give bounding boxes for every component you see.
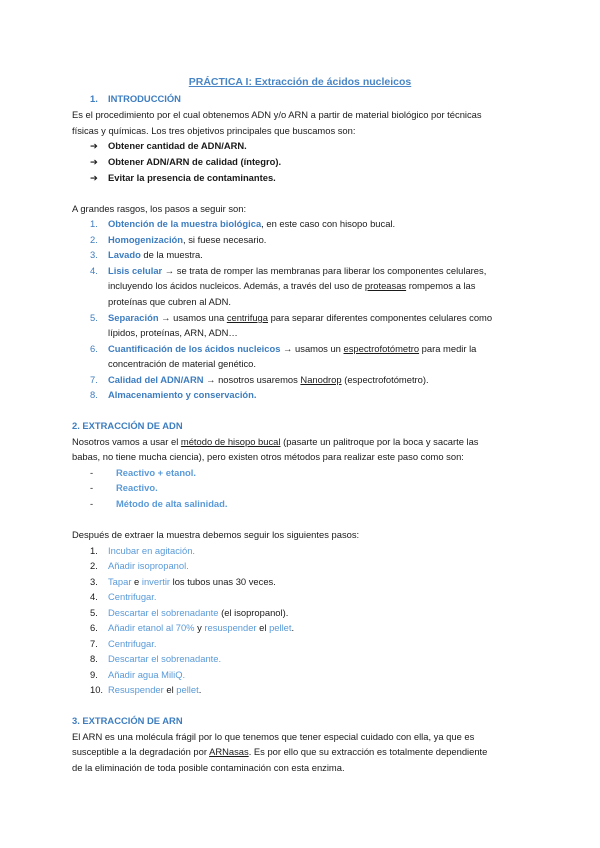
step-number: 6. [90, 343, 98, 354]
step-number: 2. [90, 234, 98, 245]
s3-line-1: El ARN es una molécula frágil por lo que tenemos que tener especial cuidado con ella, ya que es [72, 731, 475, 742]
step-item [90, 576, 276, 588]
step-number: 3. [90, 576, 98, 587]
arrow-right-icon: ➔ [90, 172, 98, 183]
step-text: rompemos a las [406, 280, 476, 291]
step-text: → se trata de romper las membranas para liberar los componentes celulares, [162, 265, 487, 276]
step-term: Incubar en agitación. [108, 545, 196, 556]
step-text: . [253, 389, 257, 400]
s3-line-2 [72, 746, 487, 758]
step-term: Descartar el sobrenadante [108, 607, 219, 618]
arrow-right-icon: ➔ [90, 140, 98, 151]
step-number: 1. [90, 218, 98, 229]
intro-line-1: Es el procedimiento por el cual obtenemos ADN y/o ARN a partir de material biológico por técnicas [72, 109, 482, 120]
step-number: 4. [90, 265, 98, 276]
step-number: 7. [90, 374, 98, 385]
step-item [90, 374, 429, 386]
step-item [90, 622, 294, 634]
step-number: 8. [90, 389, 98, 400]
step-text: el [256, 622, 270, 633]
step-term: Calidad del ADN/ARN [108, 374, 204, 385]
step-item [90, 591, 156, 603]
step-text: el [163, 684, 177, 695]
section-3-heading: 3. EXTRACCIÓN DE ARN [72, 715, 183, 726]
step-term: Cuantificación de los ácidos nucleicos [108, 343, 281, 354]
step-item [90, 560, 189, 572]
step-term: invertir [141, 576, 171, 587]
step-continuation: proteínas que cubren al ADN. [108, 296, 231, 307]
step-text: para medir la [419, 343, 477, 354]
step-text: para separar diferentes componentes celulares como [267, 312, 493, 323]
step-term: Centrifugar. [108, 591, 157, 602]
goal-item [90, 156, 281, 168]
step-term: Homogenización [108, 234, 184, 245]
intro-line-2: físicas y químicas. Los tres objetivos principales que buscamos son: [72, 125, 356, 136]
step-term: Añadir isopropanol. [108, 560, 189, 571]
step-number: 2. [90, 560, 98, 571]
step-term: Lisis celular [108, 265, 163, 276]
step-item [90, 249, 203, 261]
step-number: 3. [90, 249, 98, 260]
step-item [90, 638, 156, 650]
paragraph-text: . Es por ello que su extracción es totalmente dependiente [248, 746, 488, 757]
step-text: (espectrofotómetro). [341, 374, 429, 385]
step-item [90, 607, 288, 619]
s2-line-1 [72, 436, 479, 448]
step-text: e [131, 576, 142, 587]
s2-line-2: babas, no tiene mucha ciencia), pero existen otros métodos para realizar este paso como son: [72, 451, 464, 462]
s3-line-3: de la eliminación de toda posible contaminación con esta enzima. [72, 762, 345, 773]
step-number: 6. [90, 622, 98, 633]
step-number: 5. [90, 312, 98, 323]
step-number: 1. [90, 545, 98, 556]
arrow-right-icon: ➔ [90, 156, 98, 167]
step-item [90, 265, 486, 277]
underlined-term: proteasas [364, 280, 407, 291]
step-number: 4. [90, 591, 98, 602]
step-term: Resuspender [108, 684, 164, 695]
step-text: , en este caso con hisopo bucal. [261, 218, 396, 229]
underlined-term: centrifuga [226, 312, 268, 323]
bullet-dash: - [90, 482, 94, 493]
underlined-term: espectrofotómetro [343, 343, 420, 354]
paragraph-text: susceptible a la degradación por [72, 746, 210, 757]
step-text: (el isopropanol). [218, 607, 289, 618]
step-item [90, 389, 257, 401]
step-text: . [198, 684, 202, 695]
step-text: → usamos una [158, 312, 227, 323]
step-term: Separación [108, 312, 159, 323]
goal-item [90, 172, 276, 184]
underlined-term: método de hisopo bucal [180, 436, 281, 447]
steps-intro: A grandes rasgos, los pasos a seguir son: [72, 203, 247, 214]
underlined-term: Nanodrop [300, 374, 342, 385]
s2-steps-intro: Después de extraer la muestra debemos seguir los siguientes pasos: [72, 529, 360, 540]
step-term: Añadir etanol al 70% [108, 622, 195, 633]
step-item [90, 545, 195, 557]
step-item [90, 343, 476, 355]
step-text: los tubos unas 30 veces. [170, 576, 276, 587]
step-text: incluyendo los ácidos nucleicos. Además, a través del uso de [108, 280, 365, 291]
step-item [90, 669, 185, 681]
step-term: resuspender [204, 622, 257, 633]
bullet-dash: - [90, 467, 94, 478]
method-text: Reactivo. [116, 482, 158, 493]
goal-item [90, 140, 247, 152]
method-item [90, 498, 227, 510]
step-term: Añadir agua MiliQ. [108, 669, 186, 680]
section-1-number: 1. [90, 93, 98, 104]
paragraph-text: (pasarte un palitroque por la boca y sacarte las [280, 436, 479, 447]
step-item [90, 684, 201, 696]
step-item [90, 653, 221, 665]
section-1-heading [90, 93, 181, 105]
goal-text: Evitar la presencia de contaminantes. [108, 172, 276, 183]
bullet-dash: - [90, 498, 94, 509]
section-2-heading: 2. EXTRACCIÓN DE ADN [72, 420, 183, 431]
step-term: pellet [176, 684, 199, 695]
document-title: PRÁCTICA I: Extracción de ácidos nucleicos [188, 76, 412, 88]
goal-text: Obtener cantidad de ADN/ARN. [108, 140, 247, 151]
step-continuation [108, 280, 475, 292]
step-term: Almacenamiento y conservación [108, 389, 254, 400]
method-item [90, 467, 196, 479]
step-term: Lavado [108, 249, 141, 260]
method-item [90, 482, 158, 494]
step-text: → usamos un [280, 343, 344, 354]
step-term: Tapar [108, 576, 132, 587]
step-item [90, 234, 266, 246]
step-number: 10. [90, 684, 104, 695]
step-text: → nosotros usaremos [203, 374, 301, 385]
step-continuation: concentración de material genético. [108, 358, 257, 369]
step-number: 9. [90, 669, 98, 680]
step-continuation: lípidos, proteínas, ARN, ADN… [108, 327, 238, 338]
step-item [90, 218, 395, 230]
step-term: Descartar el sobrenadante. [108, 653, 222, 664]
method-text: Método de alta salinidad. [116, 498, 228, 509]
step-text: y [194, 622, 205, 633]
section-1-title: INTRODUCCIÓN [108, 93, 181, 104]
step-number: 5. [90, 607, 98, 618]
step-term: Centrifugar. [108, 638, 157, 649]
step-item [90, 312, 492, 324]
step-text: . [291, 622, 295, 633]
paragraph-text: Nosotros vamos a usar el [72, 436, 181, 447]
step-term: pellet [269, 622, 292, 633]
step-term: Obtención de la muestra biológica [108, 218, 262, 229]
step-text: de la muestra. [140, 249, 203, 260]
underlined-term: ARNasas [209, 746, 249, 757]
method-text: Reactivo + etanol. [116, 467, 196, 478]
step-text: , si fuese necesario. [183, 234, 267, 245]
goal-text: Obtener ADN/ARN de calidad (íntegro). [108, 156, 282, 167]
step-number: 7. [90, 638, 98, 649]
step-number: 8. [90, 653, 98, 664]
